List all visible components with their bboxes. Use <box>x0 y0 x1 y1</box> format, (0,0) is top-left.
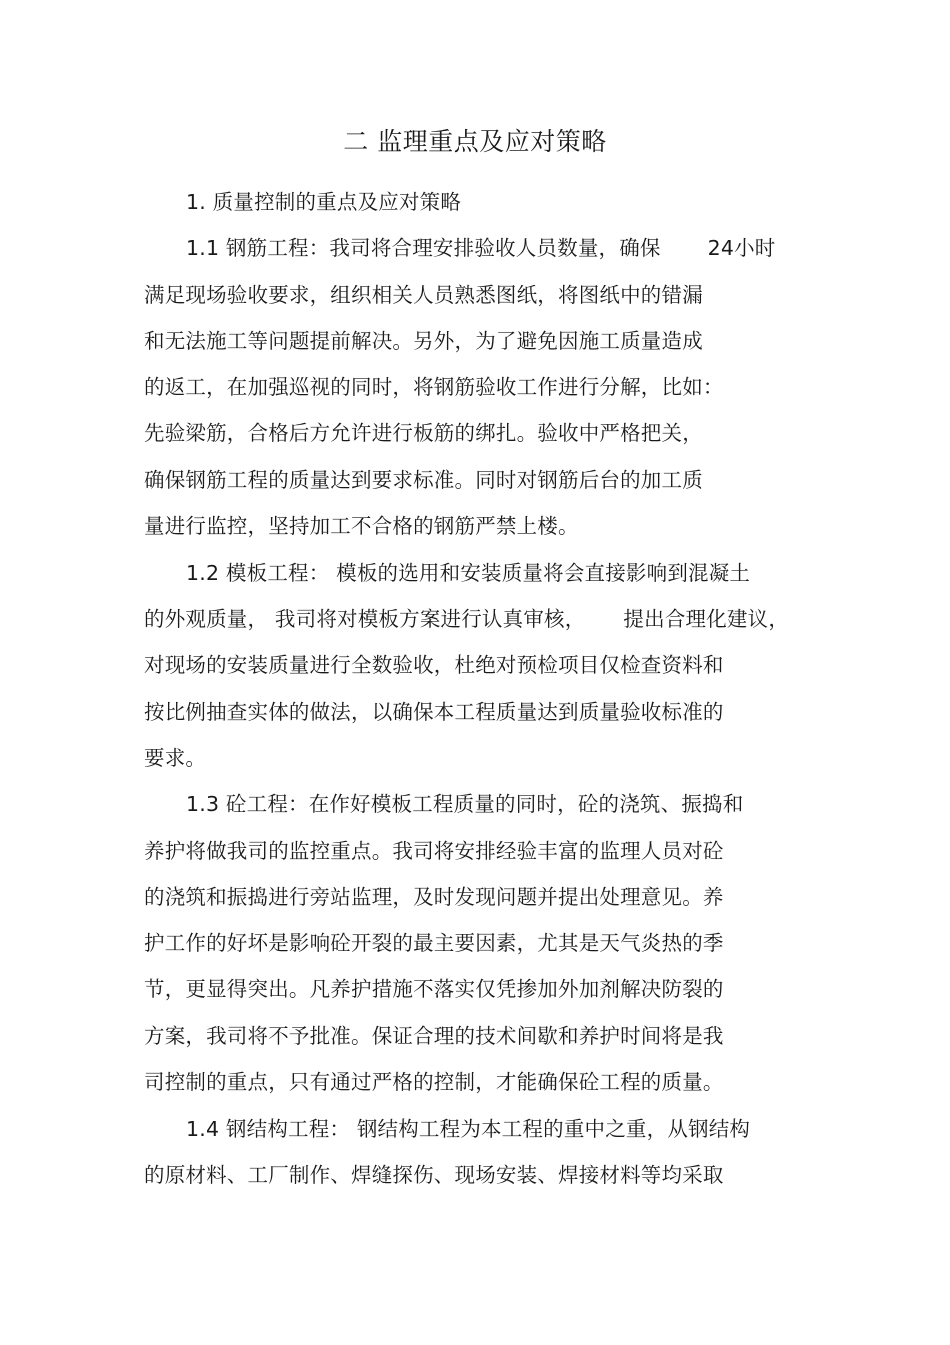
paragraph-1-1-line: 先验梁筋，合格后方允许进行板筋的绑扎。验收中严格把关， <box>144 421 703 445</box>
paragraph-1-2-text: 提出合理化建议， <box>623 607 790 631</box>
paragraph-1-2-line: 对现场的安装质量进行全数验收，杜绝对预检项目仅检查资料和 <box>144 653 724 677</box>
page-title: 二 监理重点及应对策略 <box>343 127 607 156</box>
paragraph-1-3-line: 方案，我司将不予批准。保证合理的技术间歇和养护时间将是我 <box>144 1024 724 1048</box>
paragraph-1-4-line: 的原材料、工厂制作、焊缝探伤、现场安装、焊接材料等均采取 <box>144 1163 724 1187</box>
paragraph-1-1-line: 确保钢筋工程的质量达到要求标准。同时对钢筋后台的加工质 <box>144 468 703 492</box>
paragraph-1-3-line: 的浇筑和振捣进行旁站监理，及时发现问题并提出处理意见。养 <box>144 885 724 909</box>
paragraph-1-1-line: 满足现场验收要求，组织相关人员熟悉图纸，将图纸中的错漏 <box>144 283 703 307</box>
paragraph-1-3-line: 护工作的好坏是影响砼开裂的最主要因素，尤其是天气炎热的季 <box>144 931 724 955</box>
paragraph-1-2-text: 的外观质量， 我司将对模板方案进行认真审核， <box>144 607 586 631</box>
paragraph-1-1-line: 和无法施工等问题提前解决。另外，为了避免因施工质量造成 <box>144 329 703 353</box>
paragraph-1-3-line: 养护将做我司的监控重点。我司将安排经验丰富的监理人员对砼 <box>144 839 724 863</box>
paragraph-1-3-line: 司控制的重点，只有通过严格的控制，才能确保砼工程的质量。 <box>144 1070 724 1094</box>
paragraph-1-1-line: 的返工，在加强巡视的同时，将钢筋验收工作进行分解，比如： <box>144 375 724 399</box>
paragraph-1-2-line: 要求。 <box>144 746 207 770</box>
paragraph-1-4-line: 1.4 钢结构工程： 钢结构工程为本工程的重中之重，从钢结构 <box>186 1117 751 1141</box>
paragraph-1-2-line: 按比例抽查实体的做法，以确保本工程质量达到质量验收标准的 <box>144 700 724 724</box>
section-heading: 1. 质量控制的重点及应对策略 <box>186 190 462 214</box>
paragraph-1-3-line: 节，更显得突出。凡养护措施不落实仅凭掺加外加剂解决防裂的 <box>144 977 724 1001</box>
paragraph-1-1-line <box>186 233 776 263</box>
paragraph-1-2-line <box>144 604 789 634</box>
paragraph-1-1-hours: 24小时 <box>707 236 776 260</box>
paragraph-1-1-line: 量进行监控，坚持加工不合格的钢筋严禁上楼。 <box>144 514 579 538</box>
paragraph-1-3-line: 1.3 砼工程：在作好模板工程质量的同时，砼的浇筑、振捣和 <box>186 792 744 816</box>
paragraph-1-2-line: 1.2 模板工程： 模板的选用和安装质量将会直接影响到混凝土 <box>186 561 751 585</box>
paragraph-1-1-text: 1.1 钢筋工程：我司将合理安排验收人员数量，确保 <box>186 236 661 260</box>
